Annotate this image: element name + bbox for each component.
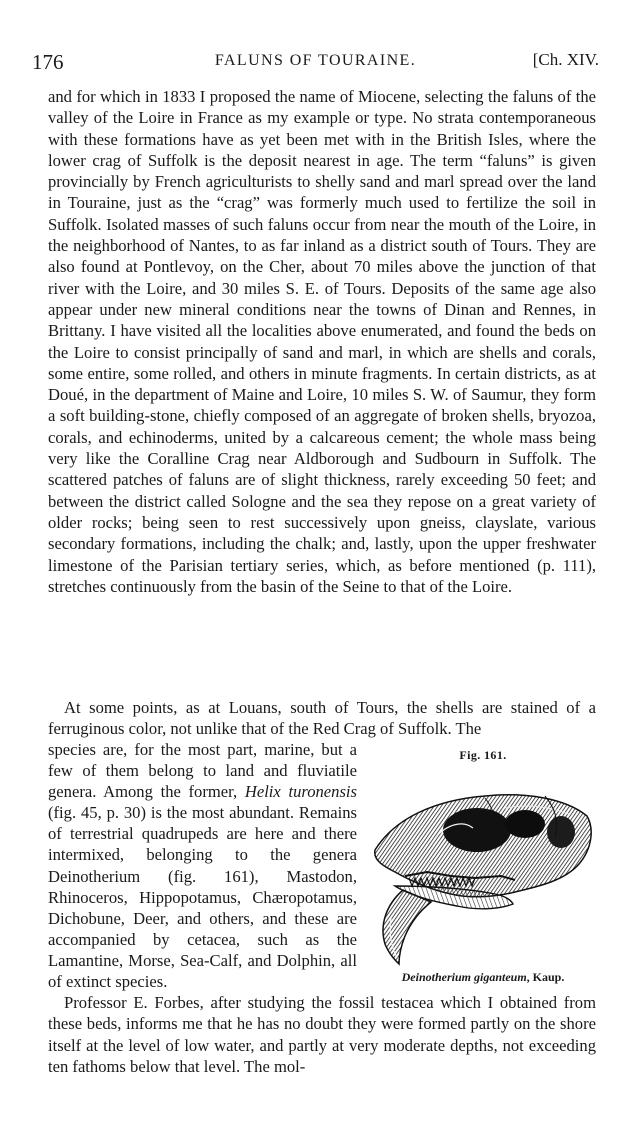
paragraph-species-wrapped	[48, 739, 357, 992]
page-number: 176	[32, 50, 64, 74]
caption-species-name: Deinotherium giganteum	[401, 970, 527, 984]
page-header	[32, 50, 599, 80]
chapter-reference: [Ch. XIV.	[532, 50, 599, 69]
paragraph-miocene-faluns: and for which in 1833 I proposed the name of Miocene, selecting the faluns of the valley of the Loire in France as my example or type. No strata contemporaneous with these formations have as yet been met with in the British Isles, where the lower crag of Suffolk is the deposit nearest in age. The term “faluns” is given provincially by French agriculturists to shelly sand and marl spread over the land in Touraine, just as the “crag” was formerly much used to fertilize the soil in Suffolk. Isolated masses of such faluns occur from near the mouth of the Loire, in the neighborhood of Nantes, to as far inland as a district south of Tours. They are also found at Pontlevoy, on the Cher, about 70 miles above the junction of that river with the Loire, and 30 miles S. E. of Tours. Deposits of the same age also appear under new mineral conditions near the towns of Dinan and Rennes, in Brittany. I have visited all the localities above enumerated, and found the beds on the Loire to consist principally of sand and marl, in which are shells and corals, some entire, some rolled, and others in minute fragments. In certain districts, as at Doué, in the department of Maine and Loire, 10 miles S. W. of Saumur, they form a soft building-stone, chiefly composed of an aggregate of broken shells, bryozoa, corals, and echinoderms, united by a calcareous cement; the whole mass being very like the Coralline Crag near Aldborough and Sudbourn in Suffolk. The scattered patches of faluns are of slight thickness, rarely exceeding 50 feet; and between the district called Sologne and the sea they repose on a great variety of older rocks; being seen to rest successively upon gneiss, clayslate, various secondary formations, including the chalk; and, lastly, upon the upper freshwater limestone of the Parisian tertiary series, which, as before mentioned (p. 111), stretches continuously from the basin of the Seine to that of the Loire.	[48, 87, 596, 596]
species-text-a: species are, for the most part, marine, but a few of them belong to land and fluviatile genera. Among the former,	[48, 740, 357, 802]
deinotherium-skull-illustration	[365, 768, 601, 968]
paragraph-louans-intro: At some points, as at Louans, south of Tours, the shells are stained of a ferruginous color, not unlike that of the Red Crag of Suffolk. The	[48, 698, 596, 739]
running-title: FALUNS OF TOURAINE.	[214, 52, 417, 69]
figure-label: Fig. 161.	[459, 748, 507, 762]
caption-authority: , Kaup.	[526, 970, 565, 984]
paragraph-forbes: Professor E. Forbes, after studying the fossil testacea which I obtained from these beds, informs me that he has no doubt they were formed partly on the shore itself at the level of low water, and partly at very moderate depths, not exceeding ten fathoms below that level. The mol-	[48, 993, 596, 1076]
species-italic-name: Helix turonensis	[244, 782, 357, 802]
species-text-b: (fig. 45, p. 30) is the most abundant. Remains of terrestrial quadrupeds are here and there intermixed, belonging to the genera Deinotherium (fig. 161), Mastodon, Rhinoceros, Hippopotamus, Chæropotamus, Dichobune, Deer, and others, and these are accompanied by cetacea, such as the Lamantine, Morse, Sea-Calf, and Dolphin, all of extinct species.	[48, 803, 357, 992]
figure-caption	[365, 970, 601, 985]
figure-161	[365, 748, 601, 992]
